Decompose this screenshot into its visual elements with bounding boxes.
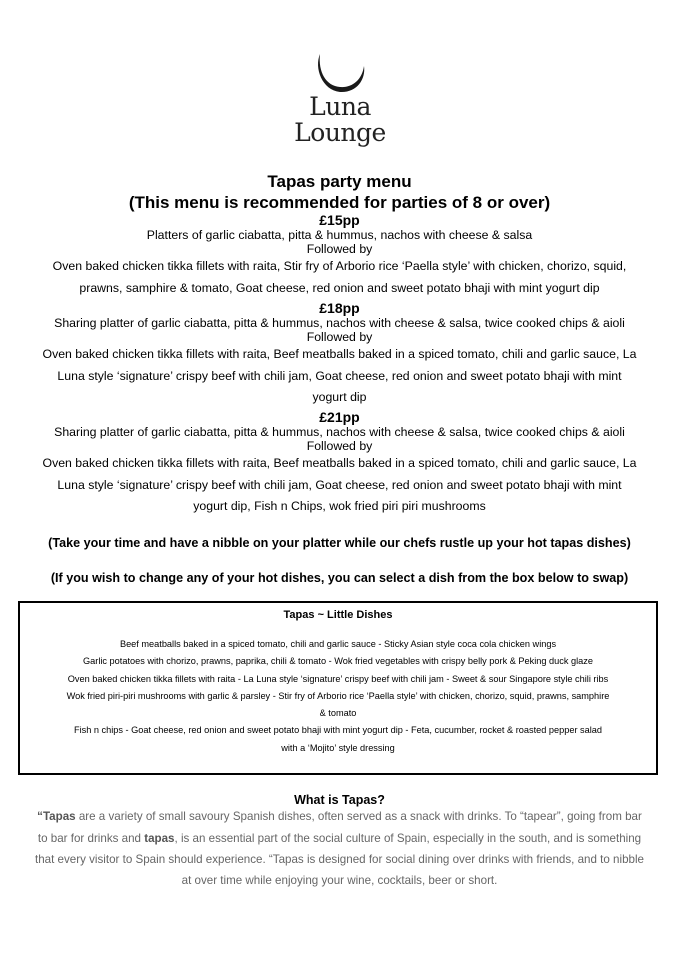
what-is-tapas-line: that every visitor to Spain should experience. “Tapas is designed for social dining over drinks with friends, and to nibble — [34, 853, 644, 866]
logo-text-lounge: Lounge — [294, 118, 386, 147]
little-dishes-box — [18, 601, 658, 775]
tapas-bold: tapas — [144, 832, 175, 845]
note-swap-dishes: (If you wish to change any of your hot dishes, you can select a dish from the box below to swap) — [50, 571, 629, 585]
platter-text: Sharing platter of garlic ciabatta, pitta & hummus, nachos with cheese & salsa, twice cooked chips & aioli — [54, 425, 625, 439]
note-take-your-time: (Take your time and have a nibble on your platter while our chefs rustle up your hot tapas dishes) — [48, 536, 631, 550]
logo-text-luna: Luna — [309, 92, 371, 121]
menu-subtitle: (This menu is recommended for parties of 8 or over) — [128, 193, 551, 212]
dish-line: Oven baked chicken tikka fillets with raita - La Luna style ‘signature’ crispy beef with chili jam - Sweet & sour Singapore style chili ribs — [67, 673, 609, 684]
text-span: , is an essential part of the social culture of Spain, especially in the south, and is something — [174, 832, 642, 845]
little-dishes-title: Tapas ~ Little Dishes — [283, 609, 393, 621]
price-18pp: £18pp — [319, 300, 360, 316]
price-21pp: £21pp — [319, 409, 360, 425]
price-15pp: £15pp — [319, 212, 360, 228]
dish-line: Beef meatballs baked in a spiced tomato, chili and garlic sauce - Sticky Asian style coca cola chicken wings — [119, 639, 557, 649]
luna-lounge-logo — [280, 50, 400, 160]
what-is-tapas-line: at over time while enjoying your wine, cocktails, beer or short. — [181, 874, 498, 887]
mains-line: yogurt dip, Fish n Chips, wok fried piri piri mushrooms — [193, 499, 486, 513]
what-is-tapas-line — [0, 806, 679, 827]
platter-text: Sharing platter of garlic ciabatta, pitta & hummus, nachos with cheese & salsa, twice cooked chips & aioli — [54, 316, 625, 330]
dish-line: & tomato — [319, 708, 357, 719]
dish-line: Wok fried piri-piri mushrooms with garlic & parsley - Stir fry of Arborio rice ‘Paella style’ with chicken, chorizo, squid, prawns, samphire — [66, 690, 610, 701]
text-span: to bar for drinks and — [37, 832, 145, 845]
quote-mark: “ — [37, 810, 43, 823]
mains-line: Oven baked chicken tikka fillets with raita, Beef meatballs baked in a spiced tomato, chili and garlic sauce, La — [42, 456, 637, 470]
mains-line: yogurt dip — [312, 390, 367, 404]
dish-line: with a ‘Mojito’ style dressing — [281, 742, 395, 753]
mains-line: prawns, samphire & tomato, Goat cheese, red onion and sweet potato bhaji with mint yogurt dip — [79, 281, 600, 295]
text-span: are a variety of small savoury Spanish dishes, often served as a snack with drinks. To “tapear”, going from bar — [75, 810, 642, 823]
dish-line: Fish n chips - Goat cheese, red onion and sweet potato bhaji with mint yogurt dip - Feta, cucumber, rocket & roasted pepper salad — [73, 725, 603, 736]
mains-line: Oven baked chicken tikka fillets with raita, Beef meatballs baked in a spiced tomato, chili and garlic sauce, La — [42, 347, 637, 361]
tapas-bold: Tapas — [42, 810, 76, 823]
followed-by-text: Followed by — [306, 439, 373, 453]
mains-line: Luna style ‘signature’ crispy beef with chili jam, Goat cheese, red onion and sweet potato bhaji with mint — [57, 369, 622, 383]
what-is-tapas-line — [0, 828, 679, 849]
followed-by-text: Followed by — [306, 330, 373, 344]
platter-text: Platters of garlic ciabatta, pitta & hummus, nachos with cheese & salsa — [146, 228, 533, 242]
crescent-moon-icon — [312, 50, 368, 96]
what-is-tapas-title: What is Tapas? — [294, 793, 385, 807]
mains-line: Oven baked chicken tikka fillets with raita, Stir fry of Arborio rice ‘Paella style’ with chicken, chorizo, squid, — [52, 259, 627, 273]
little-dishes-list — [20, 636, 656, 757]
mains-line: Luna style ‘signature’ crispy beef with chili jam, Goat cheese, red onion and sweet potato bhaji with mint — [57, 478, 622, 492]
menu-title: Tapas party menu — [267, 172, 412, 191]
followed-by-text: Followed by — [306, 242, 373, 256]
dish-line: Garlic potatoes with chorizo, prawns, paprika, chili & tomato - Wok fried vegetables with crispy belly pork & Peking duck glaze — [83, 656, 593, 667]
